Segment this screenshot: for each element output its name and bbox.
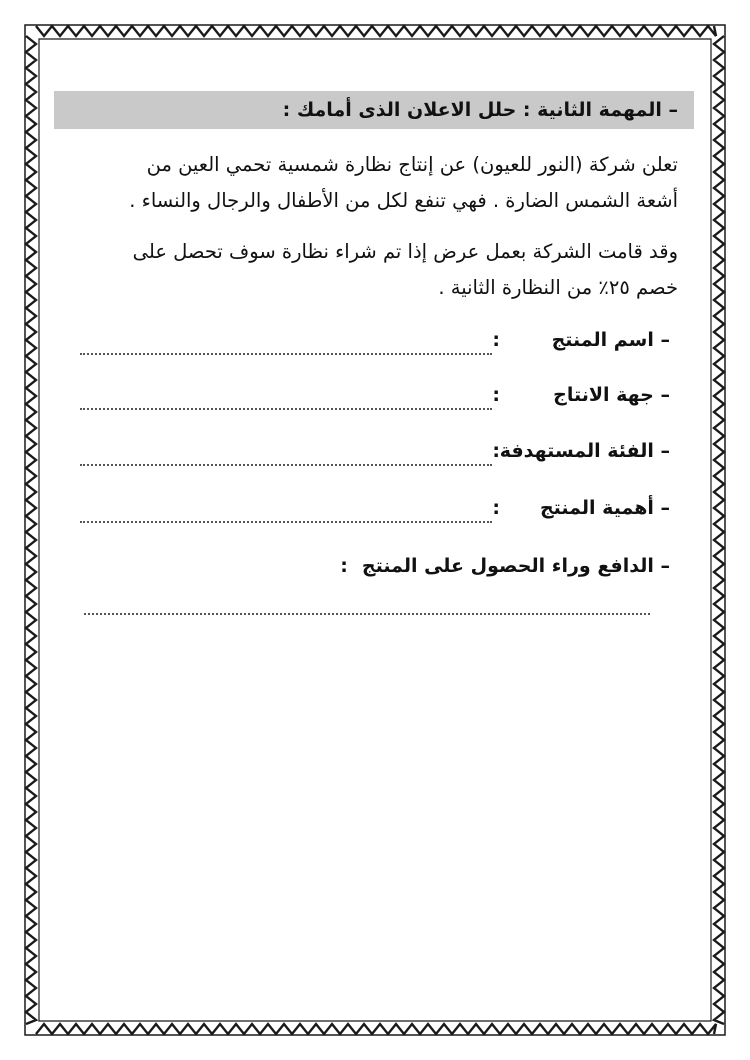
field-target-group [80,440,670,470]
field-producer [80,384,670,414]
field-motive [80,555,670,585]
task-title: – المهمة الثانية : حلل الاعلان الذى أمامك : [282,99,678,121]
field-label-importance: – أهمية المنتج [539,497,670,519]
answer-dotted-line[interactable] [80,408,492,410]
field-importance [80,497,670,527]
field-colon: : [492,329,500,351]
field-label-producer: – جهة الانتاج [553,384,670,406]
field-label-target-group: – الفئة المستهدفة [499,440,670,462]
ad-paragraph-1: تعلن شركة (النور للعيون) عن إنتاج نظارة شمسية تحمي العين من أشعة الشمس الضارة . فهي تنفع لكل من الأطفال والرجال والنساء . [129,153,678,212]
field-colon: : [340,555,348,577]
field-label-motive-text: – الدافع وراء الحصول على المنتج [361,555,670,577]
field-colon: : [492,440,500,462]
answer-dotted-line-long[interactable] [84,613,650,615]
field-label-motive [340,555,670,577]
ad-paragraph-2: وقد قامت الشركة بعمل عرض إذا تم شراء نظارة سوف تحصل على خصم ٢٥٪ من النظارة الثانية . [132,240,678,299]
field-product-name [80,329,670,359]
field-colon: : [492,497,500,519]
answer-dotted-line[interactable] [80,353,492,355]
task-title-bar [54,91,694,129]
field-colon: : [492,384,500,406]
answer-dotted-line[interactable] [80,464,492,466]
answer-dotted-line[interactable] [80,521,492,523]
field-label-product-name: – اسم المنتج [551,329,670,351]
